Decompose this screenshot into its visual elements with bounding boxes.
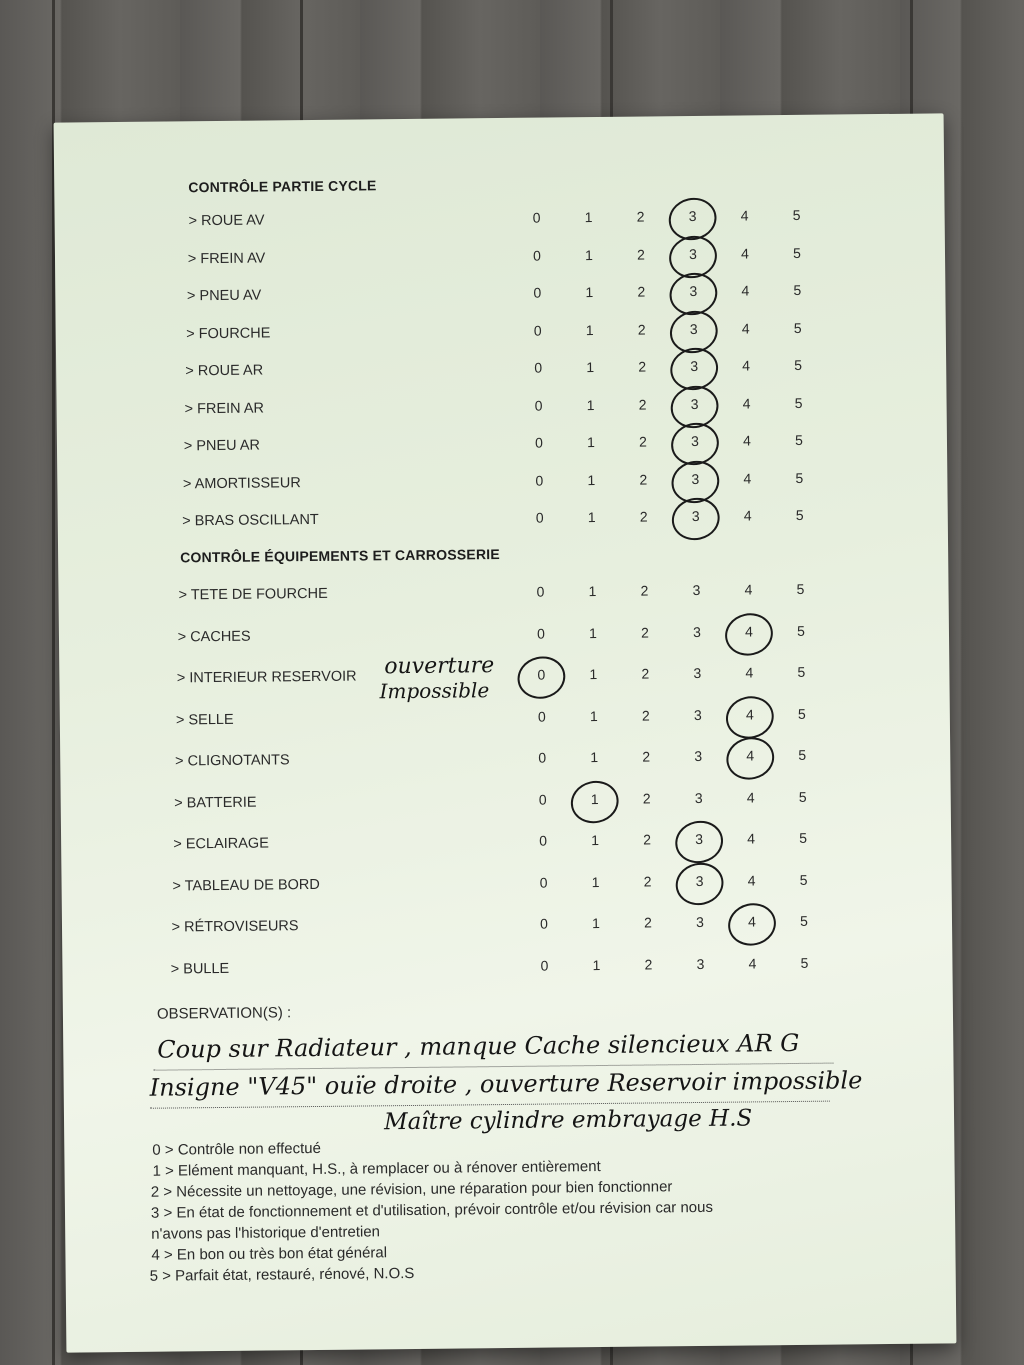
score-option-2[interactable]: 2	[637, 283, 646, 300]
score-option-2[interactable]: 2	[643, 872, 652, 890]
score-option-5[interactable]: 5	[799, 871, 808, 888]
score-option-4[interactable]: 4	[746, 788, 755, 805]
score-option-0[interactable]: 0	[534, 434, 543, 451]
score-option-4[interactable]: 4	[738, 706, 762, 722]
score-option-3[interactable]: 3	[687, 872, 711, 888]
check-row	[58, 580, 878, 613]
score-option-4[interactable]: 4	[742, 432, 751, 449]
score-option-3[interactable]: 3	[695, 913, 704, 931]
score-option-4[interactable]: 4	[743, 507, 752, 524]
score-option-1[interactable]: 1	[585, 284, 594, 301]
score-option-3[interactable]: 3	[682, 358, 706, 374]
handwritten-note-line1: ouverture	[384, 653, 495, 680]
selected-score-circle	[672, 858, 728, 909]
check-row	[57, 394, 877, 427]
score-option-2[interactable]: 2	[641, 665, 650, 682]
score-option-0[interactable]: 0	[534, 359, 543, 376]
score-option-0[interactable]: 0	[533, 284, 542, 301]
check-row	[62, 954, 882, 987]
score-option-5[interactable]: 5	[797, 705, 806, 722]
check-row	[56, 319, 876, 352]
score-option-2[interactable]: 2	[639, 508, 648, 525]
score-option-0[interactable]: 0	[533, 322, 542, 339]
score-option-3[interactable]: 3	[683, 470, 707, 486]
score-option-1[interactable]: 1	[591, 873, 600, 890]
legend-0: 0 > Contrôle non effectué	[152, 1139, 322, 1159]
inspection-sheet	[54, 113, 957, 1352]
score-option-2[interactable]: 2	[637, 246, 645, 263]
check-row	[60, 705, 880, 738]
score-option-1[interactable]: 1	[589, 707, 598, 724]
score-option-2[interactable]: 2	[639, 470, 648, 488]
check-item-label: > BRAS OSCILLANT	[182, 511, 319, 530]
score-option-0[interactable]: 0	[539, 874, 548, 891]
score-option-3[interactable]: 3	[692, 623, 701, 640]
check-item-label: > RÉTROVISEURS	[171, 918, 299, 936]
check-item-label: > PNEU AV	[186, 287, 262, 305]
score-option-3[interactable]: 3	[692, 581, 701, 599]
score-option-4[interactable]: 4	[745, 664, 754, 681]
score-option-0[interactable]: 0	[536, 583, 545, 600]
check-row	[56, 356, 876, 389]
check-row	[61, 829, 881, 862]
check-item-label: > FOURCHE	[186, 324, 271, 342]
score-option-0[interactable]: 0	[533, 247, 541, 264]
score-option-4[interactable]: 4	[741, 319, 750, 336]
legend-2: 2 > Nécessite un nettoyage, une révision, une réparation pour bien fonctionner	[150, 1178, 673, 1201]
score-option-0[interactable]: 0	[535, 472, 544, 489]
score-option-3[interactable]: 3	[681, 208, 705, 224]
legend-5: 5 > Parfait état, restauré, rénové, N.O.S	[149, 1264, 415, 1285]
score-option-0[interactable]: 0	[537, 708, 546, 725]
legend-1: 1 > Elément manquant, H.S., à remplacer ou à rénover entièrement	[152, 1158, 601, 1180]
score-option-5[interactable]: 5	[799, 829, 808, 846]
check-item-label: > FREIN AR	[184, 400, 265, 417]
check-row	[55, 244, 875, 277]
check-item-label: > TABLEAU DE BORD	[172, 876, 320, 894]
score-option-3[interactable]: 3	[693, 664, 702, 682]
score-option-4[interactable]: 4	[747, 830, 756, 847]
score-option-1[interactable]: 1	[586, 359, 595, 376]
score-option-4[interactable]: 4	[742, 357, 751, 374]
check-row	[61, 788, 881, 821]
score-option-5[interactable]: 5	[796, 622, 805, 639]
selected-score-circle	[721, 608, 777, 659]
section-title-cycle: CONTRÔLE PARTIE CYCLE	[188, 177, 377, 196]
score-option-3[interactable]: 3	[681, 283, 705, 299]
selected-score-circle	[724, 899, 780, 950]
observation-line-1: Coup sur Radiateur , manque Cache silencieux AR G	[157, 1028, 800, 1064]
check-row	[58, 506, 878, 539]
section-title-equipment: CONTRÔLE ÉQUIPEMENTS ET CARROSSERIE	[180, 546, 500, 566]
score-option-5[interactable]: 5	[794, 394, 803, 411]
check-item-label: > ROUE AV	[188, 212, 265, 230]
score-option-1[interactable]: 1	[589, 666, 598, 683]
score-option-1[interactable]: 1	[587, 509, 596, 526]
selected-score-circle	[722, 691, 778, 742]
score-option-1[interactable]: 1	[588, 624, 597, 641]
score-option-2[interactable]: 2	[637, 321, 646, 338]
score-option-0[interactable]: 0	[536, 625, 545, 642]
check-row	[57, 469, 877, 502]
score-option-0[interactable]: 0	[532, 209, 541, 226]
score-option-3[interactable]: 3	[681, 245, 705, 261]
legend-3: 3 > En état de fonctionnement et d'utilisation, prévoir contrôle et/ou révision car nous	[150, 1198, 714, 1222]
score-option-1[interactable]: 1	[583, 790, 607, 806]
observation-line-3: Maître cylindre embrayage H.S	[383, 1105, 753, 1136]
score-option-5[interactable]: 5	[792, 244, 801, 261]
score-option-0[interactable]: 0	[529, 666, 553, 682]
score-option-0[interactable]: 0	[534, 397, 543, 414]
score-option-1[interactable]: 1	[585, 246, 593, 263]
score-option-0[interactable]: 0	[540, 957, 549, 974]
check-item-label: > ECLAIRAGE	[173, 835, 269, 853]
score-option-5[interactable]: 5	[794, 431, 803, 448]
score-option-5[interactable]: 5	[795, 469, 804, 486]
check-item-label: > PNEU AR	[183, 437, 261, 455]
score-option-5[interactable]: 5	[796, 580, 805, 597]
check-item-label: > BATTERIE	[174, 794, 257, 811]
observations-title: OBSERVATION(S) :	[156, 1004, 292, 1023]
check-row	[62, 871, 882, 904]
check-item-label: > INTERIEUR RESERVOIR	[176, 668, 357, 687]
score-option-2[interactable]: 2	[638, 358, 647, 375]
check-item-label: > CACHES	[177, 628, 251, 645]
score-option-5[interactable]: 5	[800, 954, 809, 971]
selected-score-circle	[668, 493, 724, 544]
check-item-label: > FREIN AV	[187, 249, 266, 267]
check-row	[59, 622, 879, 655]
score-option-3[interactable]: 3	[683, 433, 707, 449]
score-option-4[interactable]: 4	[740, 207, 749, 224]
score-option-1[interactable]: 1	[591, 832, 600, 849]
score-option-1[interactable]: 1	[592, 915, 600, 932]
score-option-1[interactable]: 1	[590, 749, 599, 766]
score-option-1[interactable]: 1	[585, 321, 594, 338]
score-option-4[interactable]: 4	[742, 394, 751, 411]
score-option-2[interactable]: 2	[636, 208, 645, 225]
score-option-3[interactable]: 3	[694, 747, 703, 765]
score-option-3[interactable]: 3	[687, 831, 711, 847]
score-option-2[interactable]: 2	[640, 623, 649, 641]
score-option-1[interactable]: 1	[588, 583, 597, 600]
score-option-3[interactable]: 3	[694, 789, 703, 806]
check-item-label: > TETE DE FOURCHE	[178, 585, 328, 604]
score-option-3[interactable]: 3	[684, 508, 708, 524]
score-option-3[interactable]: 3	[682, 320, 706, 336]
score-option-2[interactable]: 2	[638, 433, 647, 450]
score-option-1[interactable]: 1	[587, 471, 596, 488]
score-option-1[interactable]: 1	[586, 396, 595, 413]
check-item-label: > SELLE	[175, 711, 234, 728]
score-option-4[interactable]: 4	[737, 623, 761, 639]
legend-4: 4 > En bon ou très bon état général	[151, 1244, 388, 1264]
score-option-2[interactable]: 2	[638, 396, 647, 413]
score-option-5[interactable]: 5	[798, 788, 807, 805]
score-option-3[interactable]: 3	[693, 706, 702, 723]
selected-score-circle	[722, 733, 778, 784]
check-row	[57, 431, 877, 464]
score-option-5[interactable]: 5	[793, 319, 802, 336]
score-option-5[interactable]: 5	[793, 281, 802, 298]
score-option-4[interactable]: 4	[741, 282, 750, 299]
score-option-0[interactable]: 0	[538, 749, 547, 766]
score-option-2[interactable]: 2	[642, 748, 651, 765]
check-row	[55, 206, 875, 239]
score-option-4[interactable]: 4	[743, 469, 752, 486]
score-option-2[interactable]: 2	[643, 831, 652, 848]
legend-3-cont: n'avons pas l'historique d'entretien	[151, 1223, 381, 1243]
score-option-4[interactable]: 4	[747, 871, 756, 888]
check-item-label: > ROUE AR	[185, 362, 264, 380]
score-option-1[interactable]: 1	[584, 209, 593, 226]
score-option-5[interactable]: 5	[797, 663, 806, 680]
handwritten-note-line2: Impossible	[379, 678, 490, 704]
score-option-3[interactable]: 3	[682, 395, 706, 411]
check-item-label: > AMORTISSEUR	[182, 474, 301, 492]
score-option-2[interactable]: 2	[644, 914, 652, 931]
check-item-label: > BULLE	[170, 960, 230, 978]
score-option-0[interactable]: 0	[538, 791, 547, 808]
score-option-2[interactable]: 2	[641, 706, 650, 724]
score-option-4[interactable]: 4	[740, 913, 764, 929]
score-option-5[interactable]: 5	[799, 912, 808, 929]
score-option-2[interactable]: 2	[640, 582, 649, 599]
selected-score-circle	[567, 776, 623, 827]
score-option-5[interactable]: 5	[795, 506, 804, 523]
selected-score-circle	[513, 652, 569, 703]
check-row	[60, 746, 880, 779]
score-option-0[interactable]: 0	[539, 832, 548, 849]
check-row	[62, 912, 882, 945]
score-option-0[interactable]: 0	[540, 915, 548, 932]
score-option-4[interactable]: 4	[738, 747, 762, 763]
score-option-1[interactable]: 1	[592, 956, 601, 973]
score-option-2[interactable]: 2	[644, 955, 653, 973]
selected-score-circle	[671, 816, 727, 867]
score-option-2[interactable]: 2	[642, 789, 651, 807]
score-option-5[interactable]: 5	[792, 206, 801, 223]
score-option-4[interactable]: 4	[744, 581, 753, 598]
check-row	[55, 281, 875, 314]
score-option-3[interactable]: 3	[696, 955, 705, 972]
observation-line-2: Insigne "V45" ouïe droite , ouverture Reservoir impossible	[149, 1066, 863, 1102]
score-option-4[interactable]: 4	[748, 954, 757, 971]
score-option-5[interactable]: 5	[798, 746, 807, 763]
score-option-5[interactable]: 5	[794, 356, 803, 373]
score-option-4[interactable]: 4	[740, 244, 749, 262]
check-item-label: > CLIGNOTANTS	[174, 752, 290, 770]
score-option-0[interactable]: 0	[535, 509, 544, 526]
score-option-1[interactable]: 1	[586, 434, 595, 451]
